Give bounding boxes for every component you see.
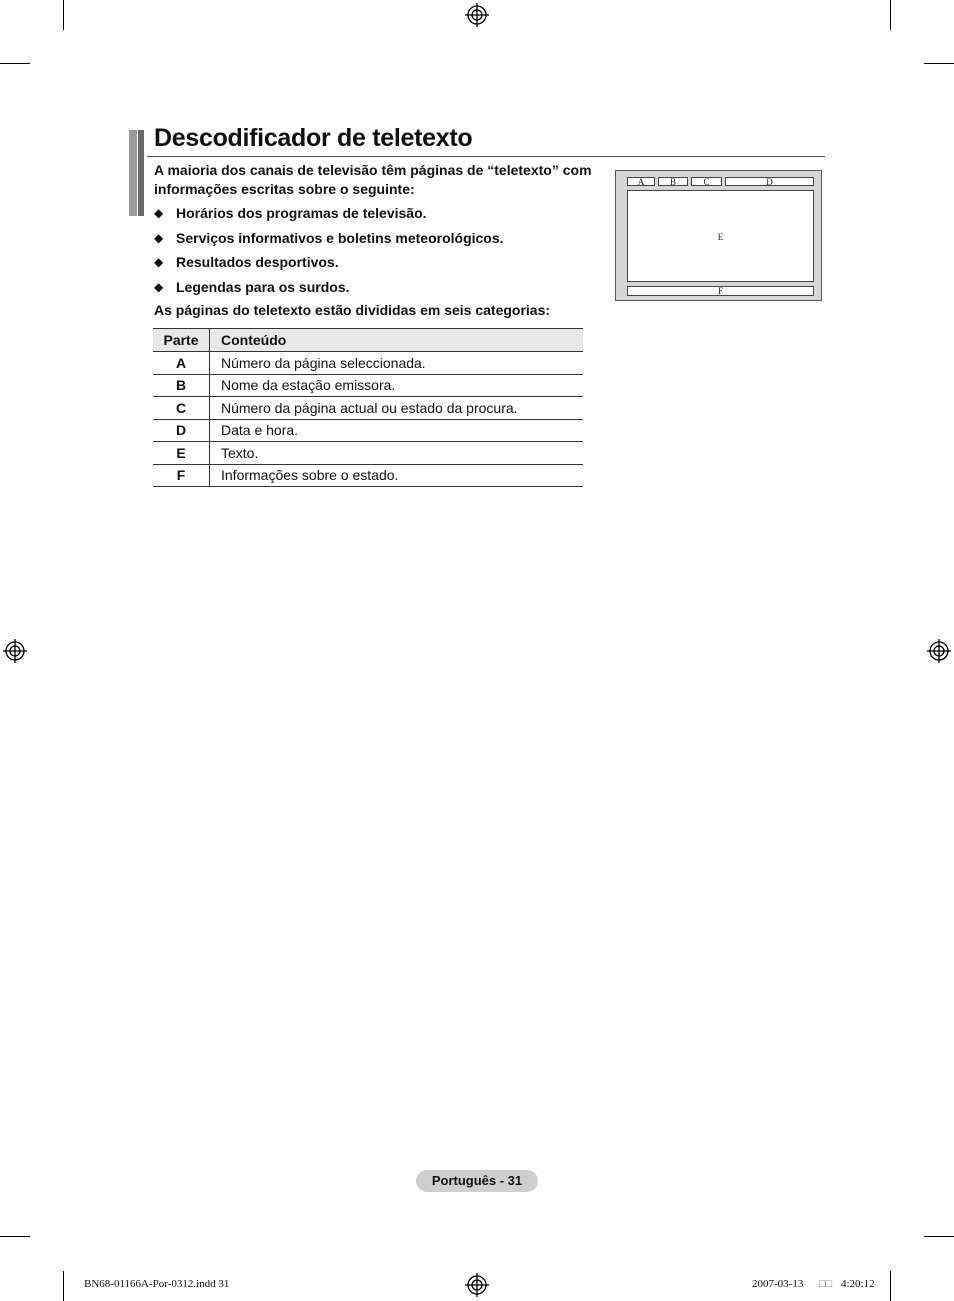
title-accent-bar <box>129 130 137 216</box>
page-title: Descodificador de teletexto <box>154 124 473 152</box>
list-item <box>154 204 504 229</box>
crop-mark <box>890 1271 891 1301</box>
part-cell: F <box>153 464 210 487</box>
area-a-box: A <box>627 177 655 186</box>
crop-mark <box>924 1236 954 1237</box>
content-cell: Número da página actual ou estado da procura. <box>210 397 584 420</box>
crop-mark <box>63 0 64 30</box>
registration-mark-icon <box>465 1273 489 1297</box>
timestamp-glyphs: □□ <box>819 1278 833 1290</box>
categories-summary: As páginas do teletexto estão divididas em seis categorias: <box>154 302 551 318</box>
area-e-box <box>627 190 814 282</box>
timestamp-date: 2007-03-13 <box>752 1278 804 1290</box>
diamond-bullet-icon: ◆ <box>154 255 164 269</box>
list-item <box>154 278 504 303</box>
intro-paragraph: A maioria dos canais de televisão têm páginas de “teletexto” com informações escritas sobre o seguinte: <box>154 162 592 197</box>
crop-mark <box>924 63 954 64</box>
area-d-box: D <box>725 177 814 186</box>
list-item-label: Horários dos programas de televisão. <box>176 205 427 221</box>
column-header-part: Parte <box>153 329 210 352</box>
table-row <box>153 419 583 442</box>
registration-mark-icon <box>3 639 27 663</box>
table-row <box>153 397 583 420</box>
list-item <box>154 253 504 278</box>
content-cell: Nome da estação emissora. <box>210 374 584 397</box>
crop-mark <box>0 63 30 64</box>
page-number-badge: Português - 31 <box>416 1170 538 1192</box>
topic-list <box>154 204 504 302</box>
registration-mark-icon <box>465 3 489 27</box>
diamond-bullet-icon: ◆ <box>154 230 164 245</box>
diamond-bullet-icon: ◆ <box>154 206 164 220</box>
title-accent-bar <box>138 130 144 216</box>
list-item-label: Serviços informativos e boletins meteorológicos. <box>176 229 504 246</box>
content-cell: Data e hora. <box>210 419 584 442</box>
table-row <box>153 464 583 487</box>
list-item <box>154 229 504 254</box>
area-f-box: F <box>627 286 814 296</box>
table-row <box>153 374 583 397</box>
crop-mark <box>63 1271 64 1301</box>
part-cell: D <box>153 419 210 442</box>
diamond-bullet-icon: ◆ <box>154 279 164 294</box>
part-cell: E <box>153 442 210 465</box>
area-e-label: E <box>717 232 724 242</box>
content-cell: Informações sobre o estado. <box>210 464 584 487</box>
table-row <box>153 442 583 465</box>
column-header-content: Conteúdo <box>210 329 584 352</box>
part-cell: A <box>153 352 210 375</box>
area-c-box: C <box>691 177 722 186</box>
area-b-box: B <box>658 177 688 186</box>
list-item-label: Resultados desportivos. <box>176 254 339 270</box>
table-row <box>153 352 583 375</box>
categories-table <box>153 328 583 487</box>
registration-mark-icon <box>927 639 951 663</box>
list-item-label: Legendas para os surdos. <box>176 278 350 295</box>
title-divider <box>147 156 825 157</box>
timestamp-time: 4:20:12 <box>841 1278 875 1290</box>
part-cell: B <box>153 374 210 397</box>
content-cell: Texto. <box>210 442 584 465</box>
file-slug: BN68-01166A-Por-0312.indd 31 <box>84 1278 230 1290</box>
content-cell: Número da página seleccionada. <box>210 352 584 375</box>
crop-mark <box>890 0 891 30</box>
crop-mark <box>0 1236 30 1237</box>
teletext-screen-diagram <box>615 170 822 301</box>
part-cell: C <box>153 397 210 420</box>
table-header-row <box>153 329 583 352</box>
